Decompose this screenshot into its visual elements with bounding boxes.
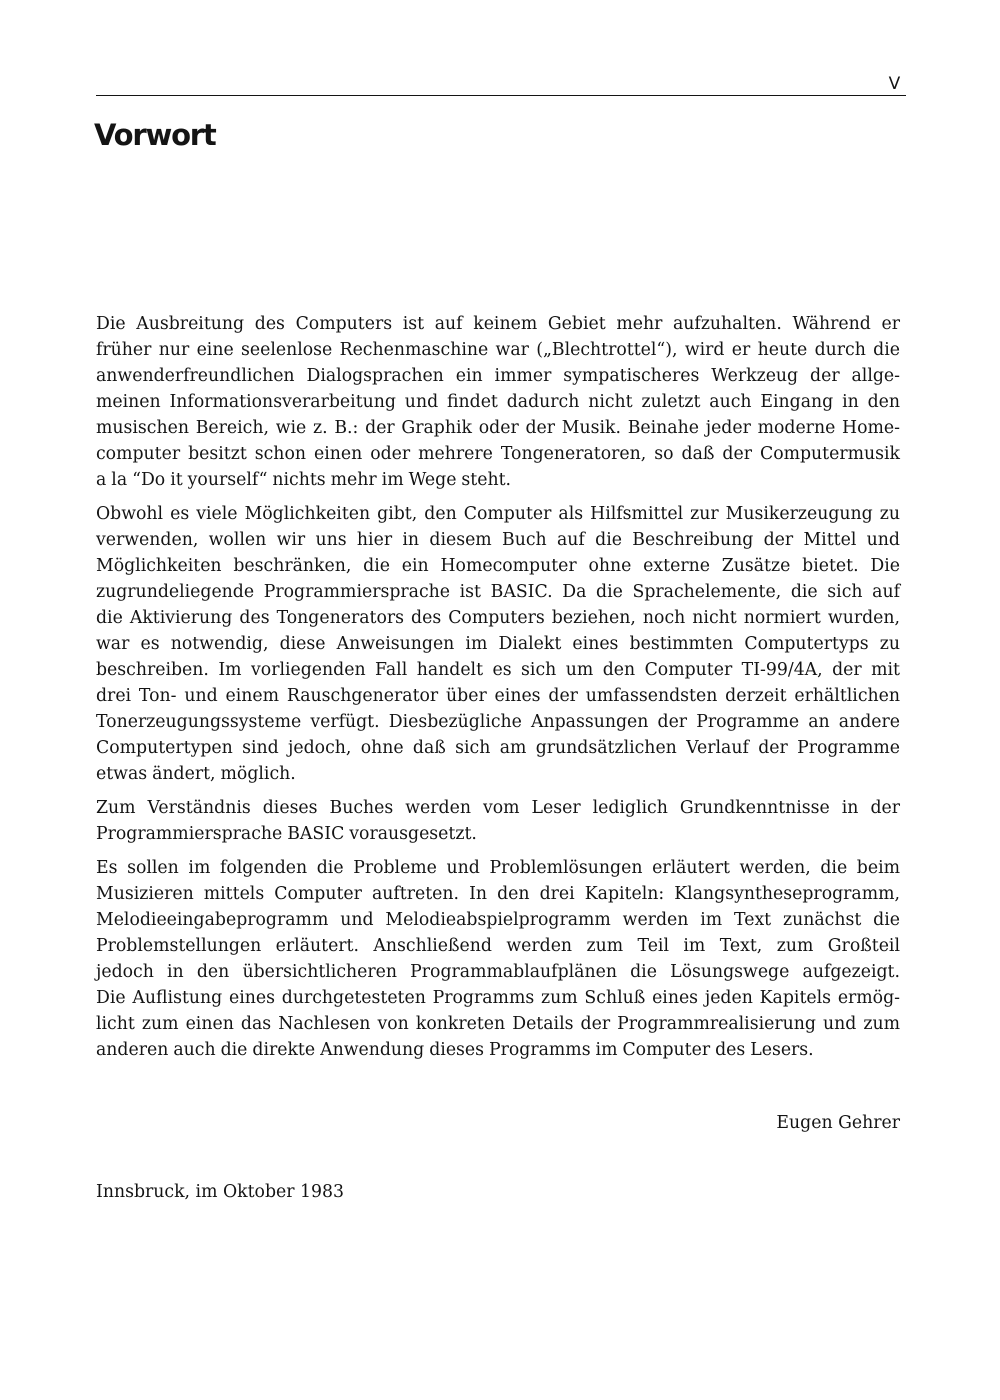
text-line: computer besitzt schon einen oder mehrere Tongeneratoren, so daß der Computermusik — [96, 444, 900, 464]
place-date: Innsbruck, im Oktober 1983 — [96, 1182, 344, 1202]
text-line: war es notwendig, diese Anweisungen im Dialekt eines bestimmten Computertyps zu — [96, 634, 900, 654]
paragraph — [96, 501, 900, 787]
paragraph — [96, 795, 900, 847]
text-line: beschreiben. Im vorliegenden Fall handelt es sich um den Computer TI-99/4A, der mit — [96, 660, 900, 680]
page-number: V — [888, 74, 902, 94]
text-line: Die Auflistung eines durchgetesteten Programms zum Schluß eines jeden Kapitels ermög- — [96, 988, 900, 1008]
text-line: anwenderfreundlichen Dialogsprachen ein immer sympatischeres Werkzeug der allge- — [96, 366, 900, 386]
text-line: jedoch in den übersichtlicheren Programmablaufplänen die Lösungswege aufgezeigt. — [96, 962, 900, 982]
body-text — [96, 311, 900, 1071]
text-line: die Aktivierung des Tongenerators des Computers beziehen, noch nicht normiert wurden, — [96, 608, 900, 628]
paragraph — [96, 311, 900, 493]
text-line: Obwohl es viele Möglichkeiten gibt, den Computer als Hilfsmittel zur Musikerzeugung zu — [96, 504, 900, 524]
text-line: musischen Bereich, wie z. B.: der Graphik oder der Musik. Beinahe jeder moderne Home- — [96, 418, 900, 438]
text-line: Musizieren mittels Computer auftreten. In den drei Kapiteln: Klangsyntheseprogramm, — [96, 884, 900, 904]
text-line: Es sollen im folgenden die Probleme und Problemlösungen erläutert werden, die beim — [96, 858, 900, 878]
text-line: Möglichkeiten beschränken, die ein Homecomputer ohne externe Zusätze bietet. Die — [96, 556, 900, 576]
text-line: anderen auch die direkte Anwendung dieses Programms im Computer des Lesers. — [96, 1040, 814, 1060]
text-line: Die Ausbreitung des Computers ist auf keinem Gebiet mehr aufzuhalten. Während er — [96, 314, 900, 334]
text-line: Tonerzeugungssysteme verfügt. Diesbezügliche Anpassungen der Programme an andere — [96, 712, 900, 732]
text-line: Problemstellungen erläutert. Anschließend werden zum Teil im Text, zum Großteil — [96, 936, 900, 956]
text-line: etwas ändert, möglich. — [96, 764, 296, 784]
text-line: früher nur eine seelenlose Rechenmaschine war („Blechtrottel“), wird er heute durch die — [96, 340, 900, 360]
header-rule — [96, 95, 906, 96]
text-line: zugrundeliegende Programmiersprache ist BASIC. Da die Sprachelemente, die sich auf — [96, 582, 900, 602]
text-line: Melodieeingabeprogramm und Melodieabspielprogramm werden im Text zunächst die — [96, 910, 900, 930]
text-line: Zum Verständnis dieses Buches werden vom Leser lediglich Grundkenntnisse in der — [96, 798, 900, 818]
text-line: meinen Informationsverarbeitung und findet dadurch nicht zuletzt auch Eingang in den — [96, 392, 900, 412]
chapter-title: Vorwort — [94, 118, 216, 152]
text-line: drei Ton- und einem Rauschgenerator über eines der umfassendsten derzeit erhältlichen — [96, 686, 900, 706]
text-line: licht zum einen das Nachlesen von konkreten Details der Programmrealisierung und zum — [96, 1014, 900, 1034]
paragraph — [96, 855, 900, 1063]
text-line: verwenden, wollen wir uns hier in diesem Buch auf die Beschreibung der Mittel und — [96, 530, 900, 550]
text-line: a la “Do it yourself“ nichts mehr im Wege steht. — [96, 470, 512, 490]
text-line: Programmiersprache BASIC vorausgesetzt. — [96, 824, 477, 844]
author-signature: Eugen Gehrer — [776, 1113, 900, 1133]
text-line: Computertypen sind jedoch, ohne daß sich am grundsätzlichen Verlauf der Programme — [96, 738, 900, 758]
